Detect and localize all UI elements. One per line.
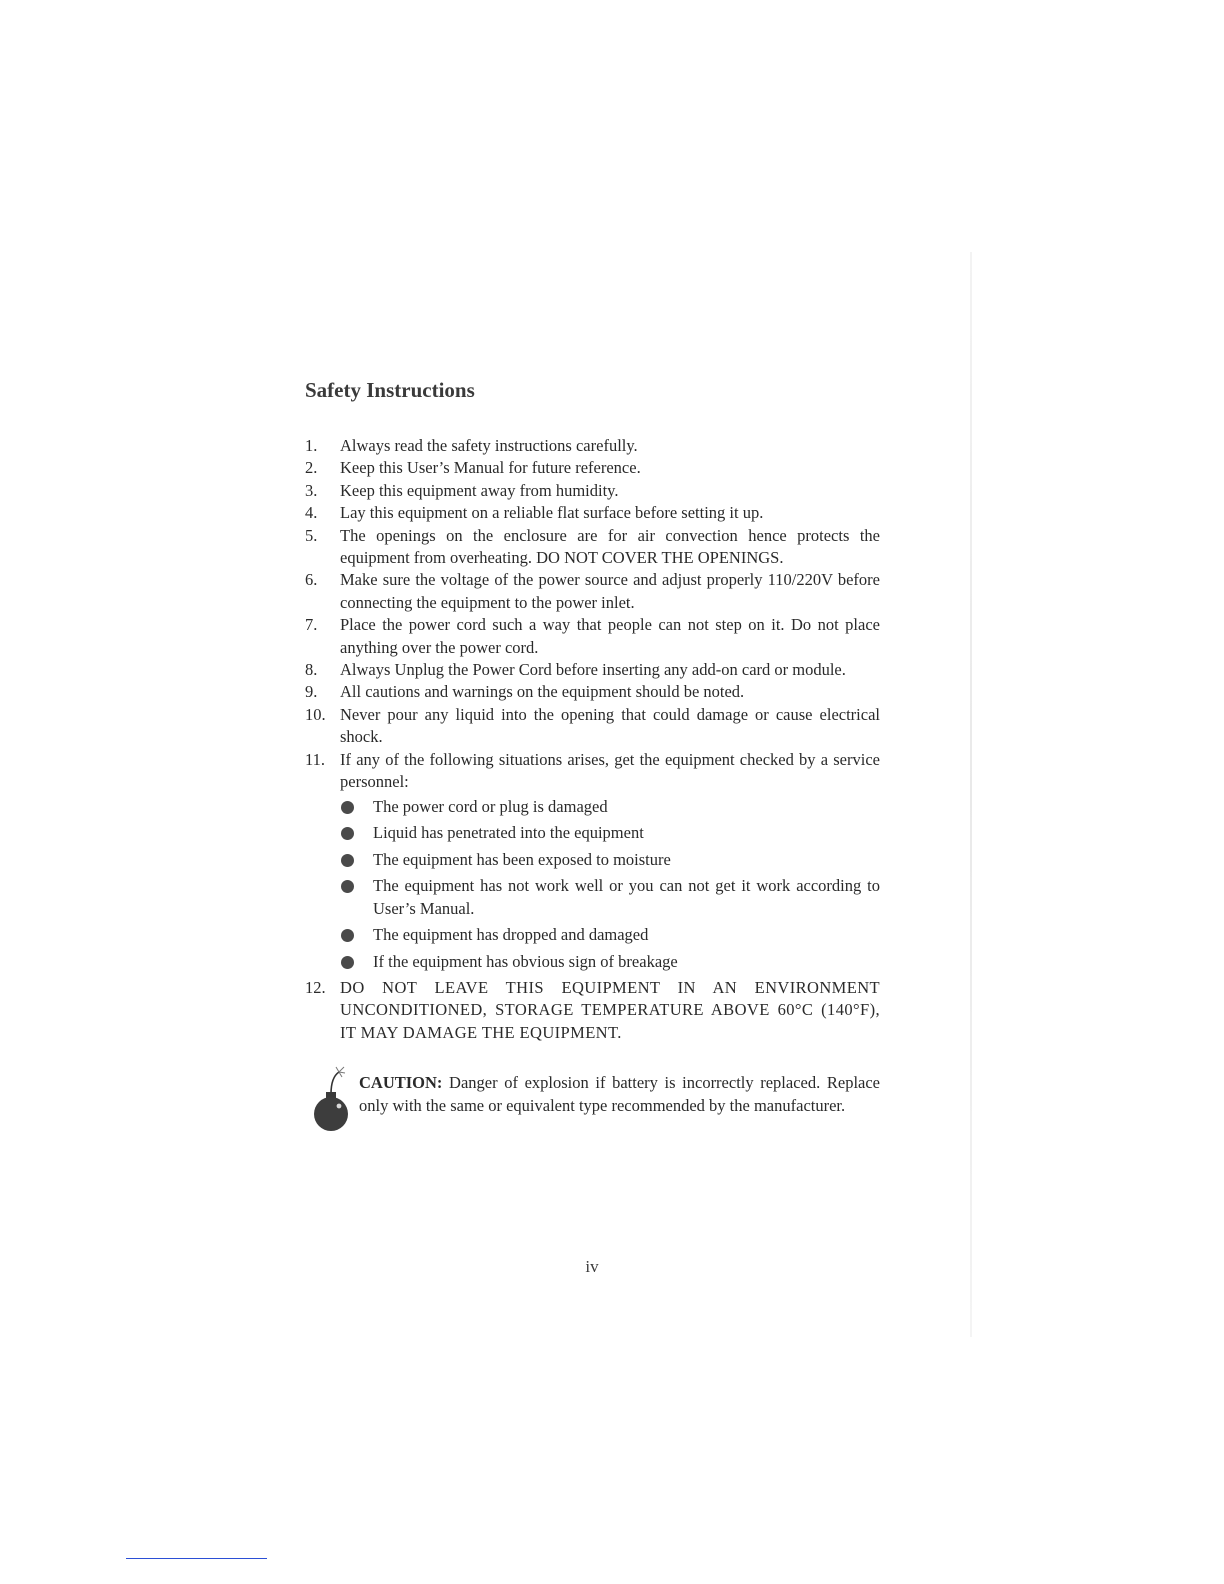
- rule-8: [305, 659, 880, 681]
- rule-number: 4.: [305, 503, 318, 523]
- service-condition-item: [340, 796, 880, 819]
- safety-instructions-section: [305, 374, 880, 1117]
- scan-edge-shadow: [970, 252, 972, 1337]
- caution-text: Danger of explosion if battery is incorrectly replaced. Replace only with the same or equivalent type recommended by the manufacturer.: [359, 1073, 880, 1115]
- rule-5: [305, 525, 880, 570]
- bullet-icon: [341, 880, 354, 893]
- footnote-rule: [126, 1558, 267, 1559]
- rule-text: Keep this equipment away from humidity.: [340, 480, 619, 500]
- rule-number: 12.: [305, 978, 326, 997]
- service-conditions-list: [340, 796, 880, 974]
- rule-4: [305, 502, 880, 524]
- service-condition-text: If the equipment has obvious sign of breakage: [373, 951, 678, 971]
- service-condition-text: The power cord or plug is damaged: [373, 796, 608, 816]
- rule-number: 2.: [305, 458, 318, 478]
- rule-11: [305, 749, 880, 973]
- rule-2: [305, 457, 880, 479]
- rule-3: [305, 480, 880, 502]
- rule-number: 9.: [305, 682, 318, 702]
- rule-text: Lay this equipment on a reliable flat surface before setting it up.: [340, 503, 764, 523]
- rule-text: Keep this User’s Manual for future reference.: [340, 458, 641, 478]
- bullet-icon: [341, 827, 354, 840]
- service-condition-text: The equipment has been exposed to moisture: [373, 849, 671, 869]
- rule-text: Make sure the voltage of the power source and adjust properly 110/220V before connecting the equipment to the power inlet.: [340, 570, 880, 612]
- rule-number: 11.: [305, 749, 326, 769]
- rule-number: 3.: [305, 480, 318, 500]
- bullet-icon: [341, 801, 354, 814]
- caution-note: [305, 1072, 880, 1117]
- service-condition-item: [340, 951, 880, 974]
- page-number: iv: [585, 1257, 599, 1276]
- rule-text: Always read the safety instructions carefully.: [340, 436, 638, 455]
- rule-number: 10.: [305, 704, 326, 724]
- rule-text: Place the power cord such a way that people can not step on it. Do not place anything over the power cord.: [340, 615, 880, 657]
- rule-7: [305, 614, 880, 659]
- bullet-icon: [341, 956, 354, 969]
- service-condition-text: The equipment has not work well or you can not get it work according to User’s Manual.: [373, 876, 880, 918]
- bullet-icon: [341, 929, 354, 942]
- rule-1: [305, 435, 880, 457]
- rule-number: 5.: [305, 525, 318, 545]
- service-condition-item: [340, 849, 880, 872]
- service-condition-text: Liquid has penetrated into the equipment: [373, 823, 644, 842]
- rule-text: Never pour any liquid into the opening that could damage or cause electrical shock.: [340, 704, 880, 747]
- rule-10: [305, 704, 880, 749]
- bullet-icon: [341, 854, 354, 867]
- safety-rules-list: [305, 435, 880, 1044]
- rule-text: Always Unplug the Power Cord before inserting any add-on card or module.: [340, 660, 846, 680]
- rule-number: 8.: [305, 660, 318, 680]
- bomb-icon: [309, 1066, 353, 1132]
- rule-text: The openings on the enclosure are for air convection hence protects the equipment from overheating. DO NOT COVER THE OPENINGS.: [340, 525, 880, 568]
- rule-12: [305, 977, 880, 1044]
- page-title: Safety Instructions: [305, 378, 475, 402]
- service-condition-text: The equipment has dropped and damaged: [373, 925, 649, 944]
- rule-text: If any of the following situations arises, get the equipment checked by a service personnel:: [340, 749, 880, 792]
- rule-number: 6.: [305, 570, 318, 590]
- rule-number: 1.: [305, 436, 318, 455]
- rule-text: All cautions and warnings on the equipment should be noted.: [340, 682, 745, 702]
- rule-9: [305, 681, 880, 703]
- caution-label: CAUTION:: [359, 1073, 443, 1093]
- service-condition-item: [340, 875, 880, 920]
- rule-text: DO NOT LEAVE THIS EQUIPMENT IN AN ENVIRONMENT UNCONDITIONED, STORAGE TEMPERATURE ABOVE 60°C (140°F), IT MAY DAMAGE THE EQUIPMENT.: [340, 978, 880, 1042]
- rule-6: [305, 569, 880, 614]
- service-condition-item: [340, 924, 880, 947]
- service-condition-item: [340, 822, 880, 845]
- rule-number: 7.: [305, 615, 318, 635]
